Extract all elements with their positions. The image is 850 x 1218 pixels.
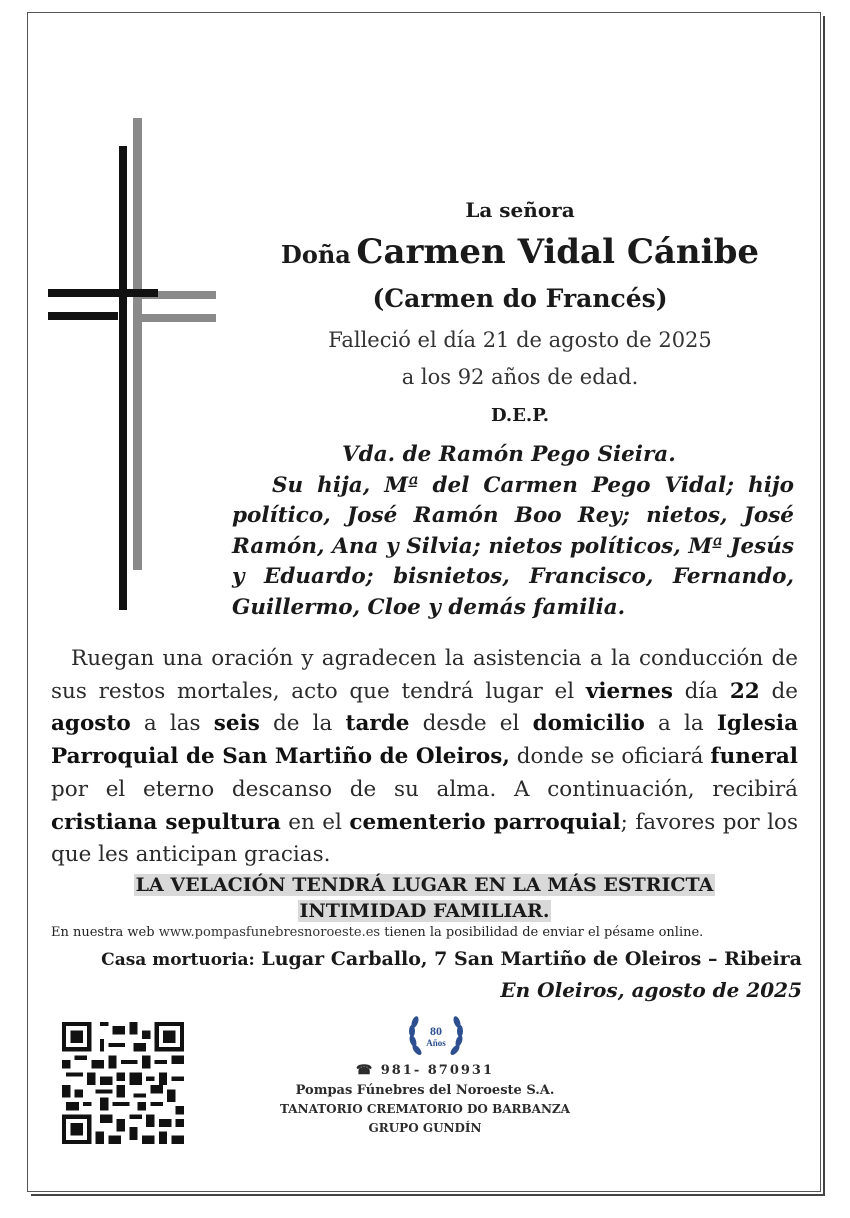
funeral-home-address: [101, 948, 802, 970]
ceremony-month: agosto: [51, 711, 131, 737]
widow-line: Vda. de Ramón Pego Sieira.: [342, 442, 676, 467]
ceremony-text-part: en el: [280, 809, 350, 835]
title-dona: Doña: [281, 240, 351, 269]
company-name: Pompas Fúnebres del Noroeste S.A.: [295, 1083, 555, 1098]
cross-black-horizontal: [48, 289, 158, 297]
ceremony-text-part: de: [759, 678, 798, 704]
phone-text: 981- 870931: [380, 1063, 495, 1078]
ceremony-church: Iglesia Parroquial de San Martiño de Oleiros,: [51, 711, 799, 770]
ceremony-time-of-day: tarde: [345, 711, 410, 737]
deceased-name: [230, 232, 810, 272]
web-prefix: En nuestra web: [51, 925, 159, 940]
ceremony-cemetery: cementerio parroquial: [349, 809, 621, 835]
logo-word: Años: [426, 1038, 446, 1048]
tanatorio-name: TANATORIO CREMATORIO DO BARBANZA: [280, 1102, 570, 1116]
web-suffix: tienen la posibilidad de enviar el pésame online.: [380, 925, 704, 940]
full-name: Carmen Vidal Cánibe: [356, 232, 759, 272]
phone-number: [250, 1063, 600, 1078]
cross-black-horizontal-2: [48, 312, 118, 320]
ceremony-text-part: día: [672, 678, 730, 704]
ceremony-day: viernes: [585, 678, 673, 704]
web-notice: [51, 925, 811, 940]
ceremony-text-part: a las: [130, 711, 214, 737]
wake-notice-line-1: LA VELACIÓN TENDRÁ LUGAR EN LA MÁS ESTRICTA: [135, 874, 714, 896]
ceremony-text-part: a la: [644, 711, 717, 737]
ceremony-text-part: por el eterno descanso de su alma. A continuación, recibirá: [51, 776, 798, 802]
ceremony-text-part: donde se oficiará: [509, 744, 711, 770]
group-name: GRUPO GUNDÍN: [368, 1121, 482, 1135]
ceremony-text-part: Ruegan una oración y agradecen la asistencia a la conducción de sus restos mortales, acto que tendrá lugar el: [51, 646, 798, 704]
place-date: En Oleiros, agosto de 2025: [500, 978, 802, 1002]
ceremony-date: 22: [729, 678, 760, 704]
wake-notice-line-2: INTIMIDAD FAMILIAR.: [299, 900, 550, 922]
ceremony-hour: seis: [213, 711, 260, 737]
casa-label: Casa mortuoria:: [101, 950, 255, 970]
family-block: [232, 440, 794, 623]
logo-number: 80: [430, 1024, 442, 1038]
ceremony-service: funeral: [710, 744, 798, 770]
casa-address: Lugar Carballo, 7 San Martiño de Oleiros – Ribeira: [254, 948, 802, 970]
ceremony-text-part: de la: [259, 711, 346, 737]
relatives-text: Su hija, Mª del Carmen Pego Vidal; hijo político, José Ramón Boo Rey; nietos, José Ramón, Ana y Silvia; nietos políticos, Mª Jesús y Eduardo; bisnietos, Francisco, Fernando, Guillermo, Cloe y demás familia.: [232, 472, 794, 620]
dep: D.E.P.: [490, 405, 550, 426]
ceremony-burial: cristiana sepultura: [51, 809, 281, 835]
alias: (Carmen do Francés): [372, 284, 668, 313]
honorific: La señora: [465, 198, 575, 222]
cross-black-vertical: [119, 146, 127, 610]
ceremony-text-part: desde el: [409, 711, 533, 737]
website-link[interactable]: www.pompasfunebresnoroeste.es: [158, 925, 381, 940]
qr-code-icon: [62, 1022, 184, 1144]
wake-notice: [51, 872, 798, 924]
death-date: Falleció el día 21 de agosto de 2025: [328, 328, 712, 352]
ceremony-origin: domicilio: [532, 711, 645, 737]
cross-gray-vertical: [133, 118, 142, 570]
phone-icon: ☎: [355, 1063, 375, 1078]
anniversary-laurel-icon: [405, 1010, 467, 1062]
age: a los 92 años de edad.: [401, 365, 639, 389]
ceremony-text: [51, 643, 798, 872]
cross-gray-horizontal-2: [133, 314, 216, 322]
ceremony-text-part: ; favores por los que les anticipan gracias.: [51, 809, 798, 868]
